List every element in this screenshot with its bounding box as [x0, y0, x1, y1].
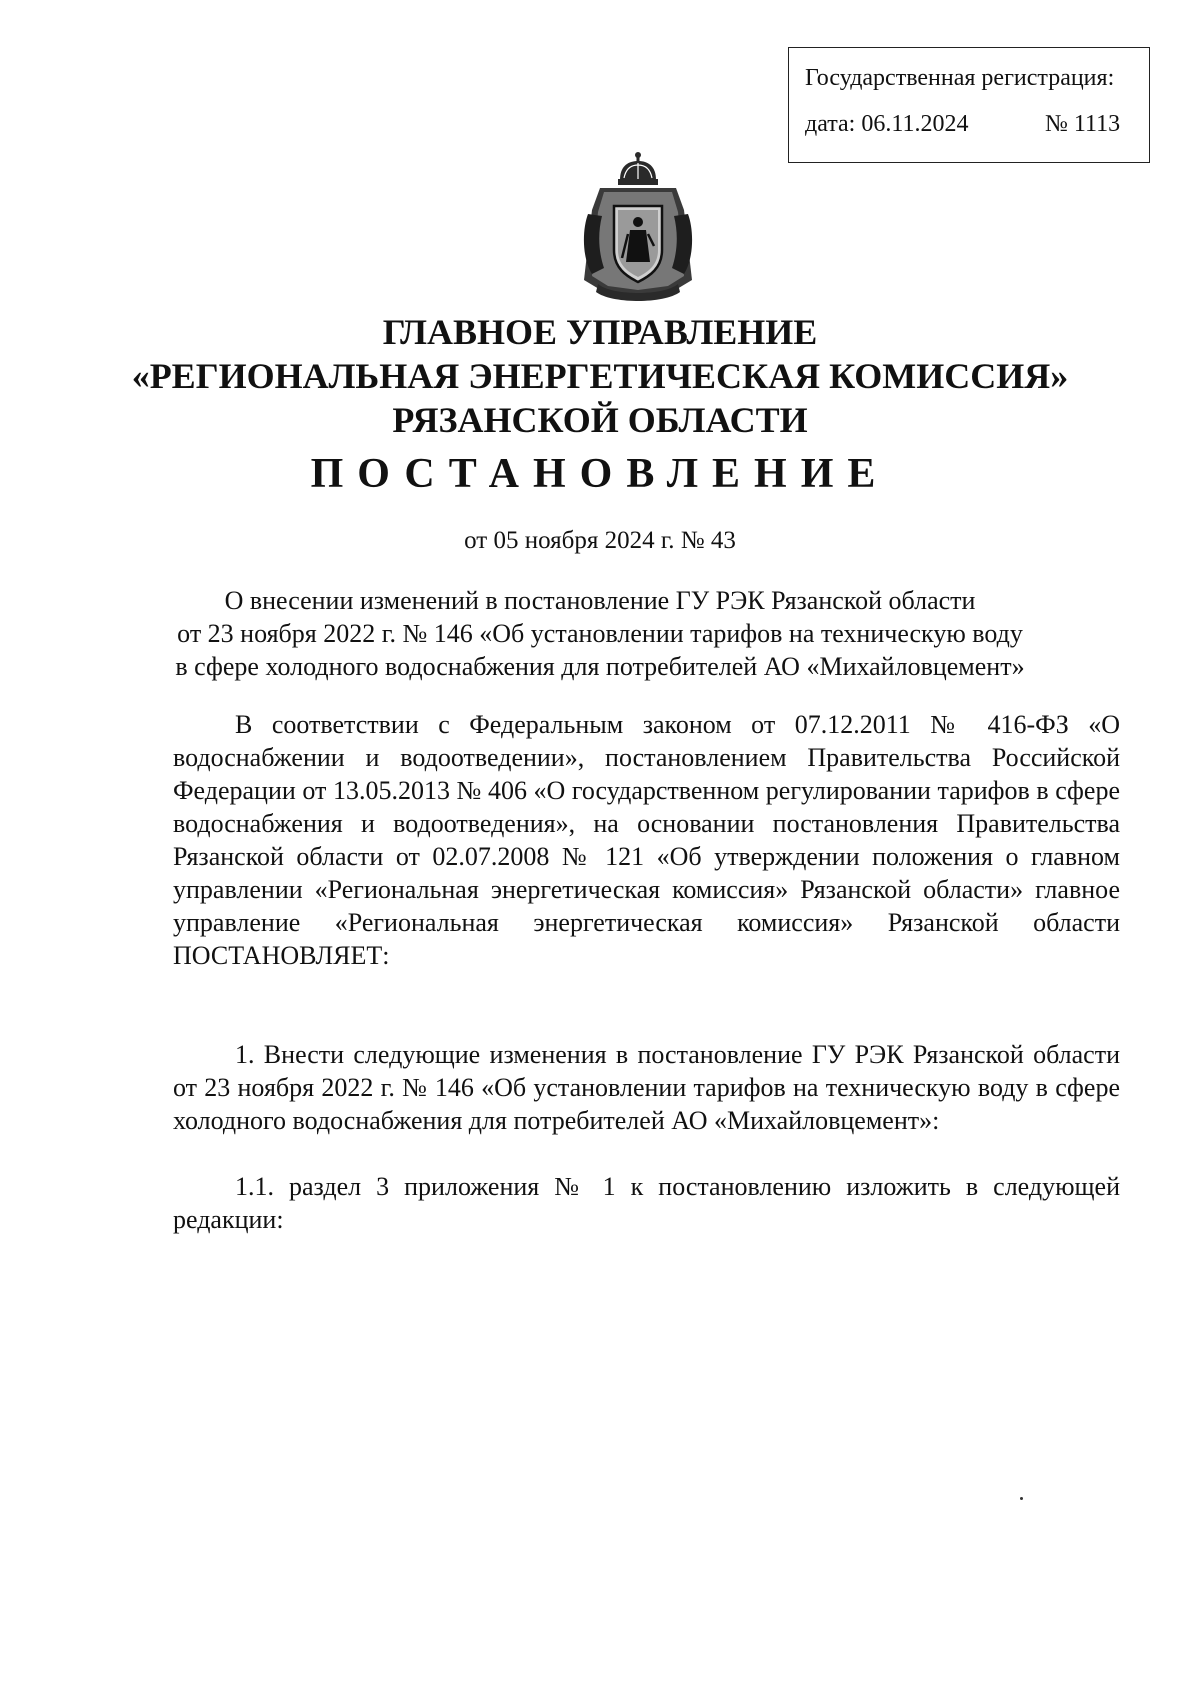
- registration-date: дата: 06.11.2024: [805, 111, 969, 137]
- clause-1-text: 1. Внести следующие изменения в постановление ГУ РЭК Рязанской области от 23 ноября 2022 г. № 146 «Об установлении тарифов на техническую воду в сфере холодного водоснабжения для потребителей АО «Михайловцемент»:: [173, 1040, 1120, 1135]
- registration-stamp: [788, 47, 1150, 163]
- legal-basis-text: В соответствии с Федеральным законом от 07.12.2011 № 416-ФЗ «О водоснабжении и водоотведении», постановлением Правительства Российской Федерации от 13.05.2013 № 406 «О государственном регулировании тарифов в сфере водоснабжения и водоотведения», на основании постановления Правительства Рязанской области от 02.07.2008 № 121 «Об утверждении положения о главном управлении «Региональная энергетическая комиссия» Рязанской области» главное управление «Региональная энергетическая комиссия» Рязанской области ПОСТАНОВЛЯЕТ:: [173, 710, 1120, 970]
- header-line-3: РЯЗАНСКОЙ ОБЛАСТИ: [392, 400, 808, 440]
- legal-basis-paragraph: [173, 708, 1120, 972]
- registration-number: № 1113: [1045, 111, 1121, 137]
- clause-1-1: [173, 1170, 1120, 1236]
- header-line-2: «РЕГИОНАЛЬНАЯ ЭНЕРГЕТИЧЕСКАЯ КОМИССИЯ»: [131, 356, 1069, 396]
- header-line-1: ГЛАВНОЕ УПРАВЛЕНИЕ: [382, 312, 818, 352]
- organization-header: [60, 310, 1140, 442]
- scan-speck: [1020, 1497, 1023, 1500]
- clause-1: [173, 1038, 1120, 1137]
- clause-1-1-text: 1.1. раздел 3 приложения № 1 к постановлению изложить в следующей редакции:: [173, 1172, 1120, 1234]
- decree-date: от 05 ноября 2024 г. № 43: [464, 527, 736, 554]
- ryazan-coat-of-arms-icon: [568, 150, 708, 306]
- subject-line-2: от 23 ноября 2022 г. № 146 «Об установлении тарифов на техническую воду: [177, 619, 1023, 648]
- subject-line-1: О внесении изменений в постановление ГУ РЭК Рязанской области: [224, 586, 976, 615]
- registration-title: Государственная регистрация:: [805, 65, 1115, 91]
- decree-title: ПОСТАНОВЛЕНИЕ: [310, 451, 890, 497]
- subject-line-3: в сфере холодного водоснабжения для потребителей АО «Михайловцемент»: [175, 652, 1025, 681]
- decree-subject: [60, 584, 1140, 683]
